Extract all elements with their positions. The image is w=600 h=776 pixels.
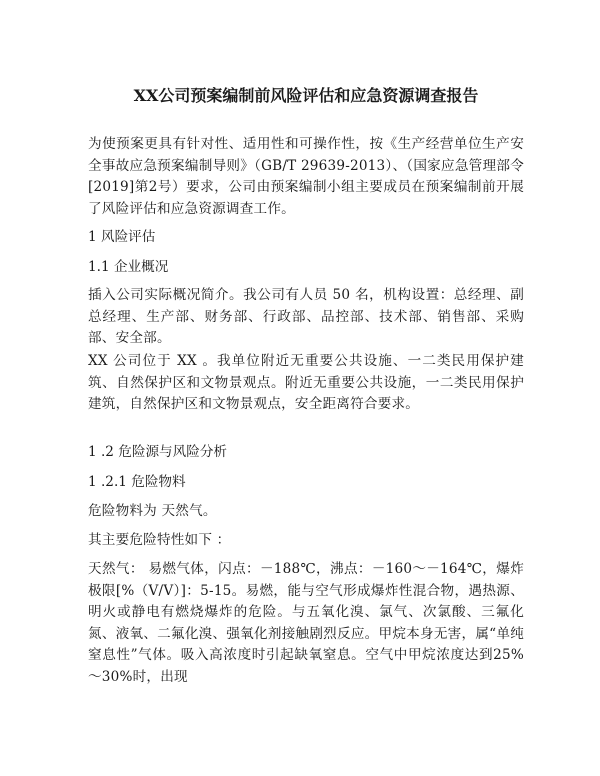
- section-heading-company-overview: 1.1 企业概况: [88, 259, 169, 275]
- intro-paragraph: 为使预案更具有针对性、适用性和可操作性，按《生产经营单位生产安全事故应急预案编制导则》（GB/T 29639-2013）、（国家应急管理部令[2019]第2号）要求，公司由预案编制小组主要成员在预案编制前开展了风险评估和应急资源调查工作。: [88, 136, 524, 217]
- company-location-paragraph: XX 公司位于 XX 。我单位附近无重要公共设施、一二类民用保护建筑、自然保护区和文物景观点。附近无重要公共设施，一二类民用保护建筑，自然保护区和文物景观点，安全距离符合要求。: [88, 353, 524, 412]
- company-overview-paragraph: 插入公司实际概况简介。我公司有人员 50 名，机构设置：总经理、副总经理、生产部、财务部、行政部、品控部、技术部、销售部、采购部、安全部。: [88, 287, 524, 346]
- section-heading-hazardous-materials: 1 .2.1 危险物料: [88, 474, 186, 490]
- hazard-material-line: 危险物料为 天然气。: [88, 503, 217, 519]
- document-title: XX公司预案编制前风险评估和应急资源调查报告: [133, 86, 479, 105]
- section-heading-risk-assessment: 1 风险评估: [88, 229, 156, 245]
- section-heading-hazard-analysis: 1 .2 危险源与风险分析: [88, 444, 228, 460]
- hazard-intro-line: 其主要危险特性如下 ：: [88, 532, 231, 548]
- hazard-detail-paragraph: 天然气： 易燃气体，闪点：－188℃，沸点：－160～－164℃，爆炸极限[%（V/V）]：5-15。易燃，能与空气形成爆炸性混合物，遇热源、明火或静电有燃烧爆炸的危险。与五氧化溴、氯气、次氯酸、三氟化氮、液氧、二氟化溴、强氧化剂接触剧烈反应。甲烷本身无害，属“单纯窒息性”气体。吸入高浓度时引起缺氧窒息。空气中甲烷浓度达到25%～30%时，出现: [88, 561, 524, 685]
